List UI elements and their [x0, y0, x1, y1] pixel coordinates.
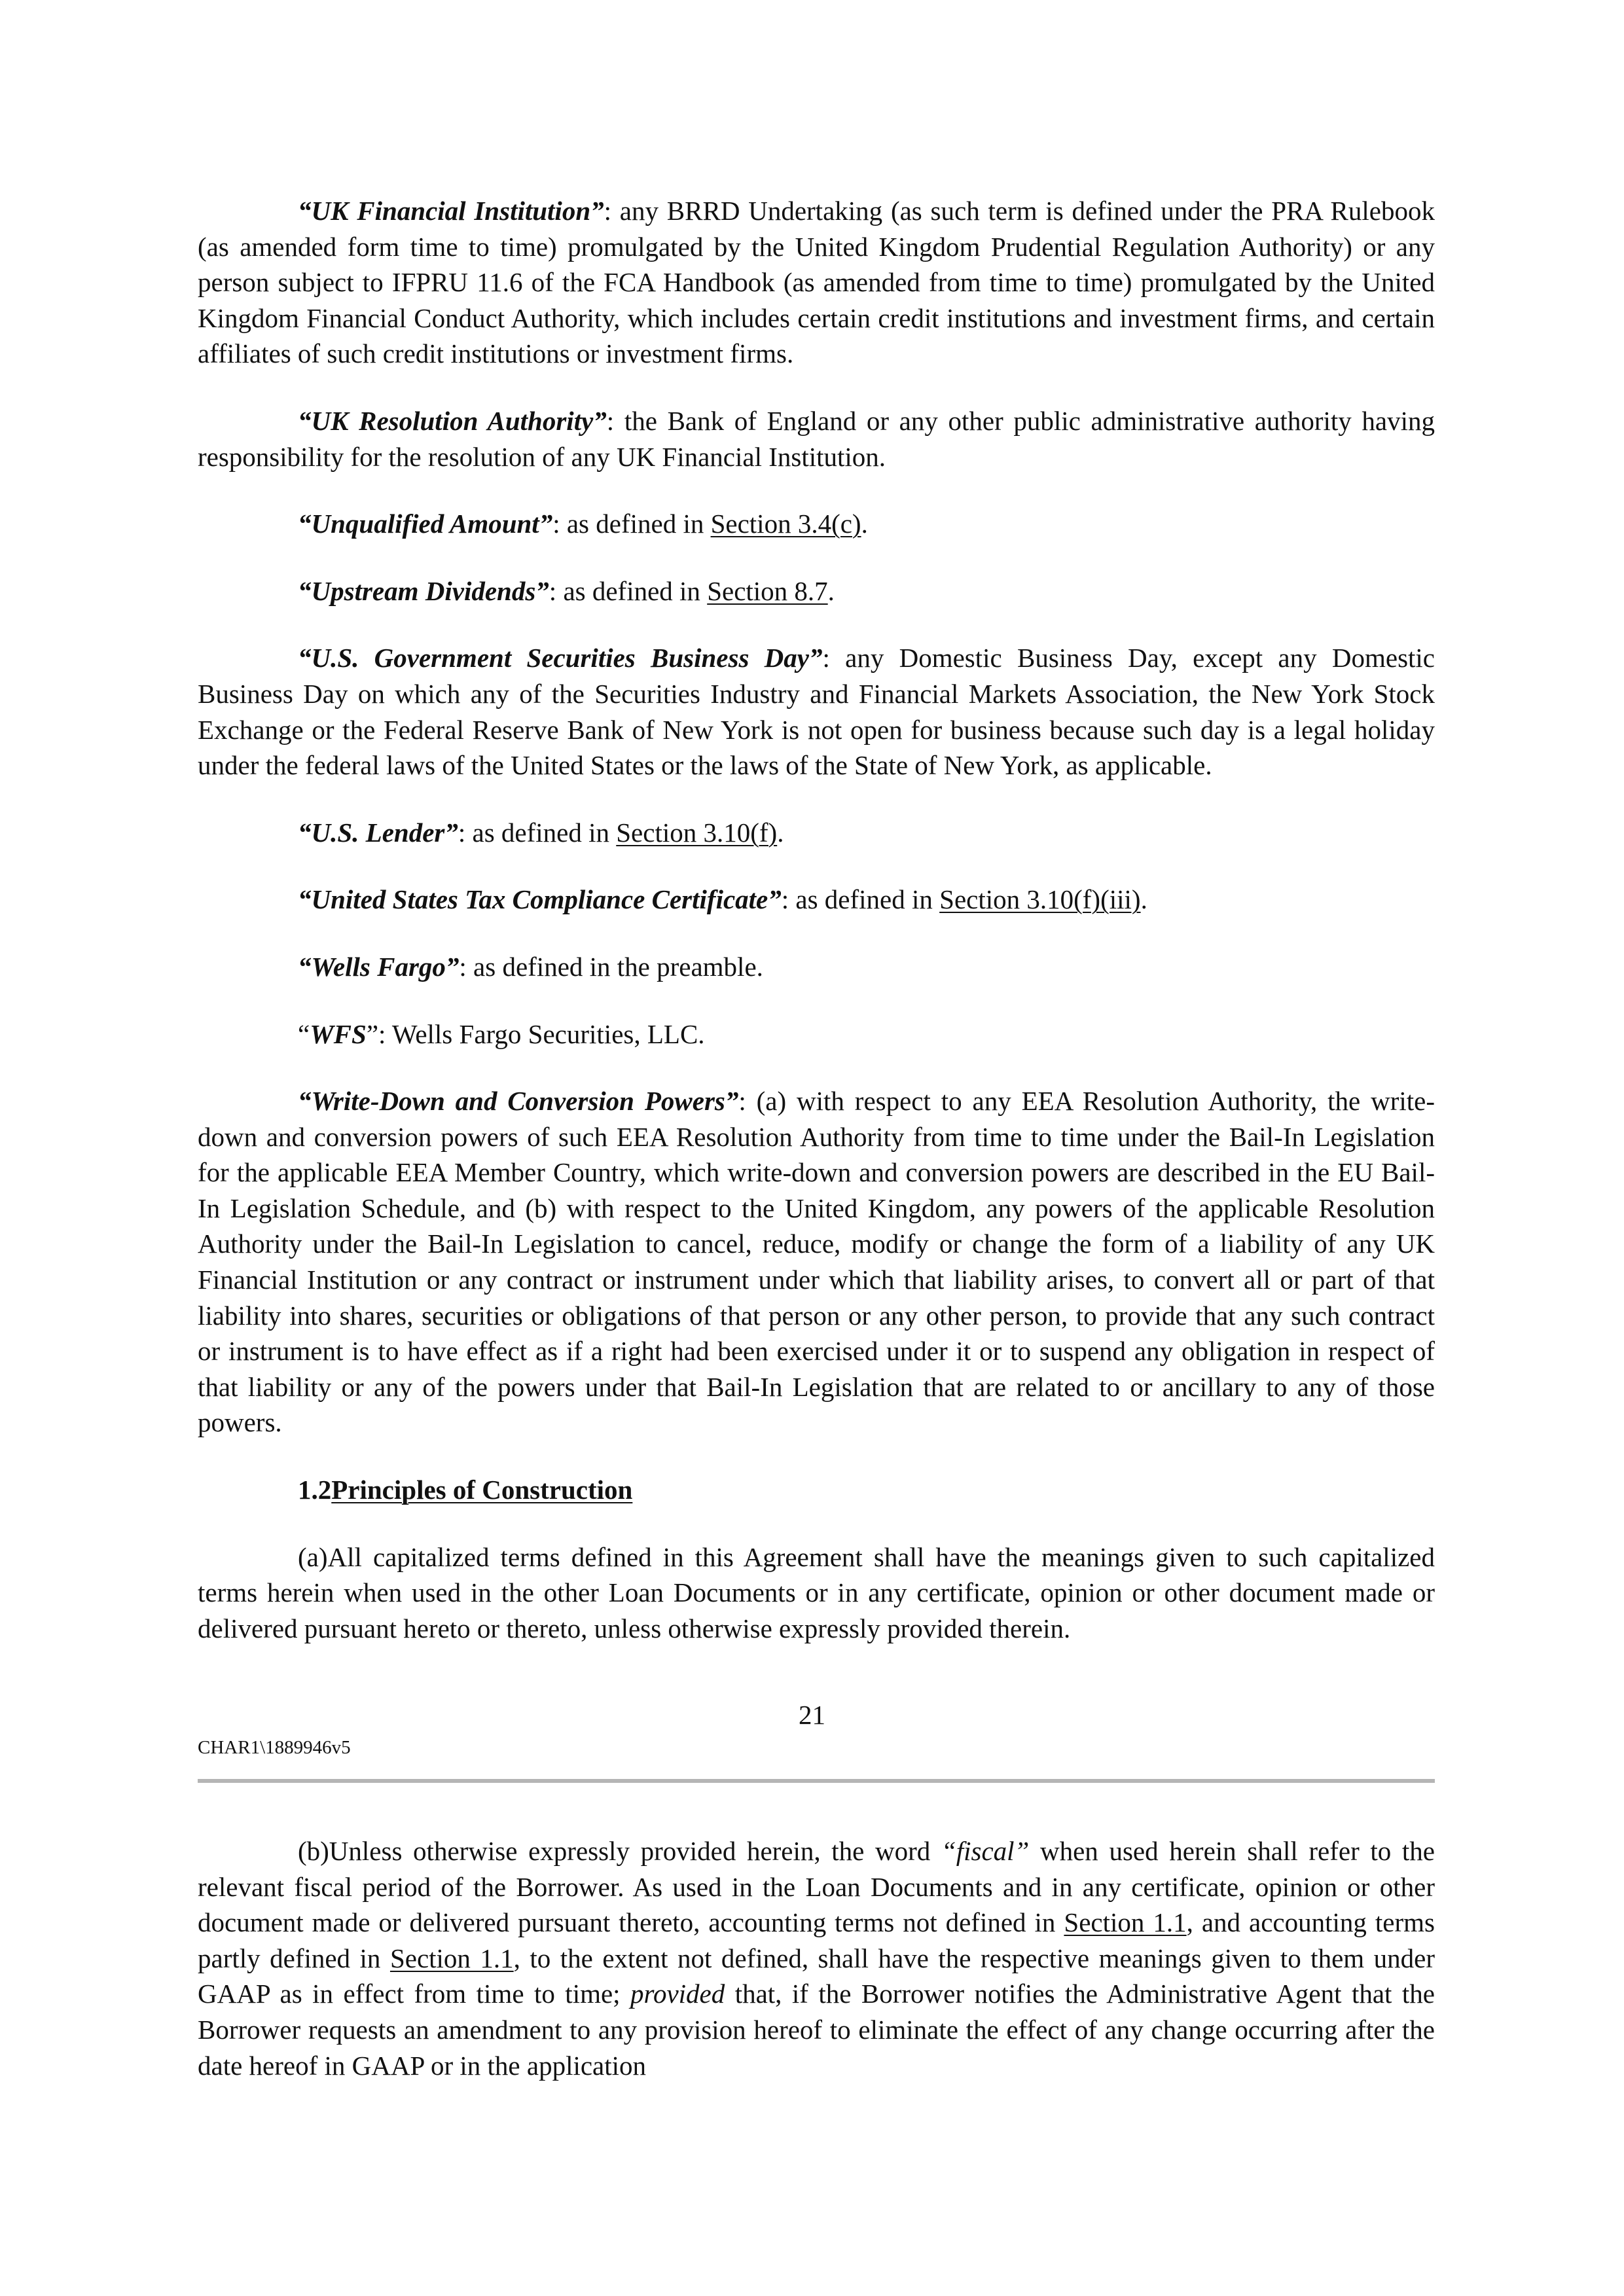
- section-reference: Section 1.1: [389, 1943, 514, 1973]
- page-number: 21: [799, 1700, 825, 1730]
- section-number: 1.2: [298, 1475, 332, 1505]
- definition-text: : as defined in: [781, 884, 940, 915]
- section-heading: [298, 1472, 1435, 1508]
- paragraph-a: (a)All capitalized terms defined in this Agreement shall have the meanings given to such capitalized terms herein when used in the other Loan Documents or in any certificate, opinion or other document made or delivered pursuant hereto or thereto, unless otherwise expressly provided therein.: [198, 1541, 1435, 1643]
- definition-upstream-dividends: “Upstream Dividends”: as defined in Section 8.7.: [298, 575, 835, 606]
- definition-write-down-and-conversion-powers: [198, 1083, 1435, 1441]
- document-id: CHAR1\1889946v5: [198, 1737, 351, 1758]
- defined-term: “UK Financial Institution”: [298, 196, 604, 226]
- definition-uk-financial-institution: [198, 193, 1435, 372]
- italic-word: provided: [630, 1979, 725, 2009]
- section-reference: Section 8.7: [707, 575, 828, 606]
- definition-united-states-tax-compliance-certificate: “United States Tax Compliance Certificate”: as defined in Section 3.10(f)(iii).: [298, 884, 1147, 915]
- section-title: Principles of Construction: [331, 1475, 633, 1505]
- definition-unqualified-amount: “Unqualified Amount”: as defined in Section 3.4(c).: [298, 509, 868, 539]
- defined-term: “Write-Down and Conversion Powers”: [298, 1086, 739, 1117]
- definition-uk-resolution-authority: [198, 403, 1435, 475]
- definition-text: : as defined in: [552, 509, 711, 539]
- section-reference: Section 1.1: [1064, 1907, 1187, 1938]
- definition-text: : as defined in the preamble.: [459, 951, 763, 982]
- definition-us-lender: “U.S. Lender”: as defined in Section 3.10(f).: [298, 817, 784, 848]
- section-reference: Section 3.10(f): [616, 817, 778, 848]
- definition-wfs: “WFS”: Wells Fargo Securities, LLC.: [298, 1018, 705, 1049]
- defined-term: “UK Resolution Authority”: [298, 405, 607, 436]
- definition-text: : (a) with respect to any EEA Resolution Authority, the write-down and conversion powers of such EEA Resolution Authority from time to time under the Bail-In Legislation for the applicable EEA Member Country, which write-down and conversion powers are described in the EU Bail-In Legislation Schedule, and (b) with respect to the United Kingdom, any powers of the applicable Resolution Authority under the Bail-In Legislation to cancel, reduce, modify or change the form of a liability of any UK Financial Institution or any contract or instrument under which that liability arises, to convert all or part of that liability into shares, securities or obligations of that person or any other person, to provide that any such contract or instrument is to have effect as if a right had been exercised under it or to suspend any obligation in respect of that liability or any of the powers under that Bail-In Legislation that are related to or ancillary to any of those powers.: [198, 1086, 1435, 1438]
- definition-text: : Wells Fargo Securities, LLC.: [378, 1018, 705, 1049]
- definition-text: : as defined in: [458, 817, 617, 848]
- definition-text: : any BRRD Undertaking (as such term is defined under the PRA Rulebook (as amended form time to time) promulgated by the United Kingdom Prudential Regulation Authority) or any person subject to IFPRU 11.6 of the FCA Handbook (as amended from time to time) promulgated by the United Kingdom Financial Conduct Authority, which includes certain credit institutions and investment firms, and certain affiliates of such credit institutions or investment firms.: [198, 196, 1435, 369]
- definition-text: : any Domestic Business Day, except any Domestic Business Day on which any of the Securities Industry and Financial Markets Association, the New York Stock Exchange or the Federal Reserve Bank of New York is not open for business because such day is a legal holiday under the federal laws of the United States or the laws of the State of New York, as applicable.: [198, 643, 1435, 781]
- definition-us-government-securities-business-day: [198, 640, 1435, 783]
- section-reference: Section 3.10(f)(iii): [939, 884, 1141, 915]
- defined-term: WFS: [310, 1018, 367, 1049]
- italic-term: “fiscal”: [941, 1836, 1030, 1866]
- defined-term: “Wells Fargo”: [298, 951, 460, 982]
- document-page: [198, 193, 1435, 1677]
- defined-term: “Upstream Dividends”: [298, 575, 549, 606]
- defined-term: “U.S. Lender”: [298, 817, 458, 848]
- defined-term: “U.S. Government Securities Business Day”: [298, 643, 823, 673]
- page-separator: [198, 1779, 1435, 1783]
- definition-text: : the Bank of England or any other public administrative authority having responsibility for the resolution of any UK Financial Institution.: [198, 405, 1435, 472]
- next-page: [198, 1833, 1435, 2115]
- defined-term: “United States Tax Compliance Certificate”: [298, 884, 782, 915]
- paragraph-b: (b)Unless otherwise expressly provided herein, the word “fiscal” when used herein shall refer to the relevant fiscal period of the Borrower. As used in the Loan Documents and in any certificate, opinion or other document made or delivered pursuant thereto, accounting terms not defined in Section 1.1, and accounting terms partly defined in Section 1.1, to the extent not defined, shall have the respective meanings given to them under GAAP as in effect from time to time; provided that, if the Borrower notifies the Administrative Agent that the Borrower requests an amendment to any provision hereof to eliminate the effect of any change occurring after the date hereof in GAAP or in the application: [198, 1836, 1435, 2081]
- section-reference: Section 3.4(c): [710, 509, 861, 539]
- defined-term: “Unqualified Amount”: [298, 509, 553, 539]
- definition-wells-fargo: [198, 949, 1435, 985]
- definition-text: : as defined in: [549, 575, 708, 606]
